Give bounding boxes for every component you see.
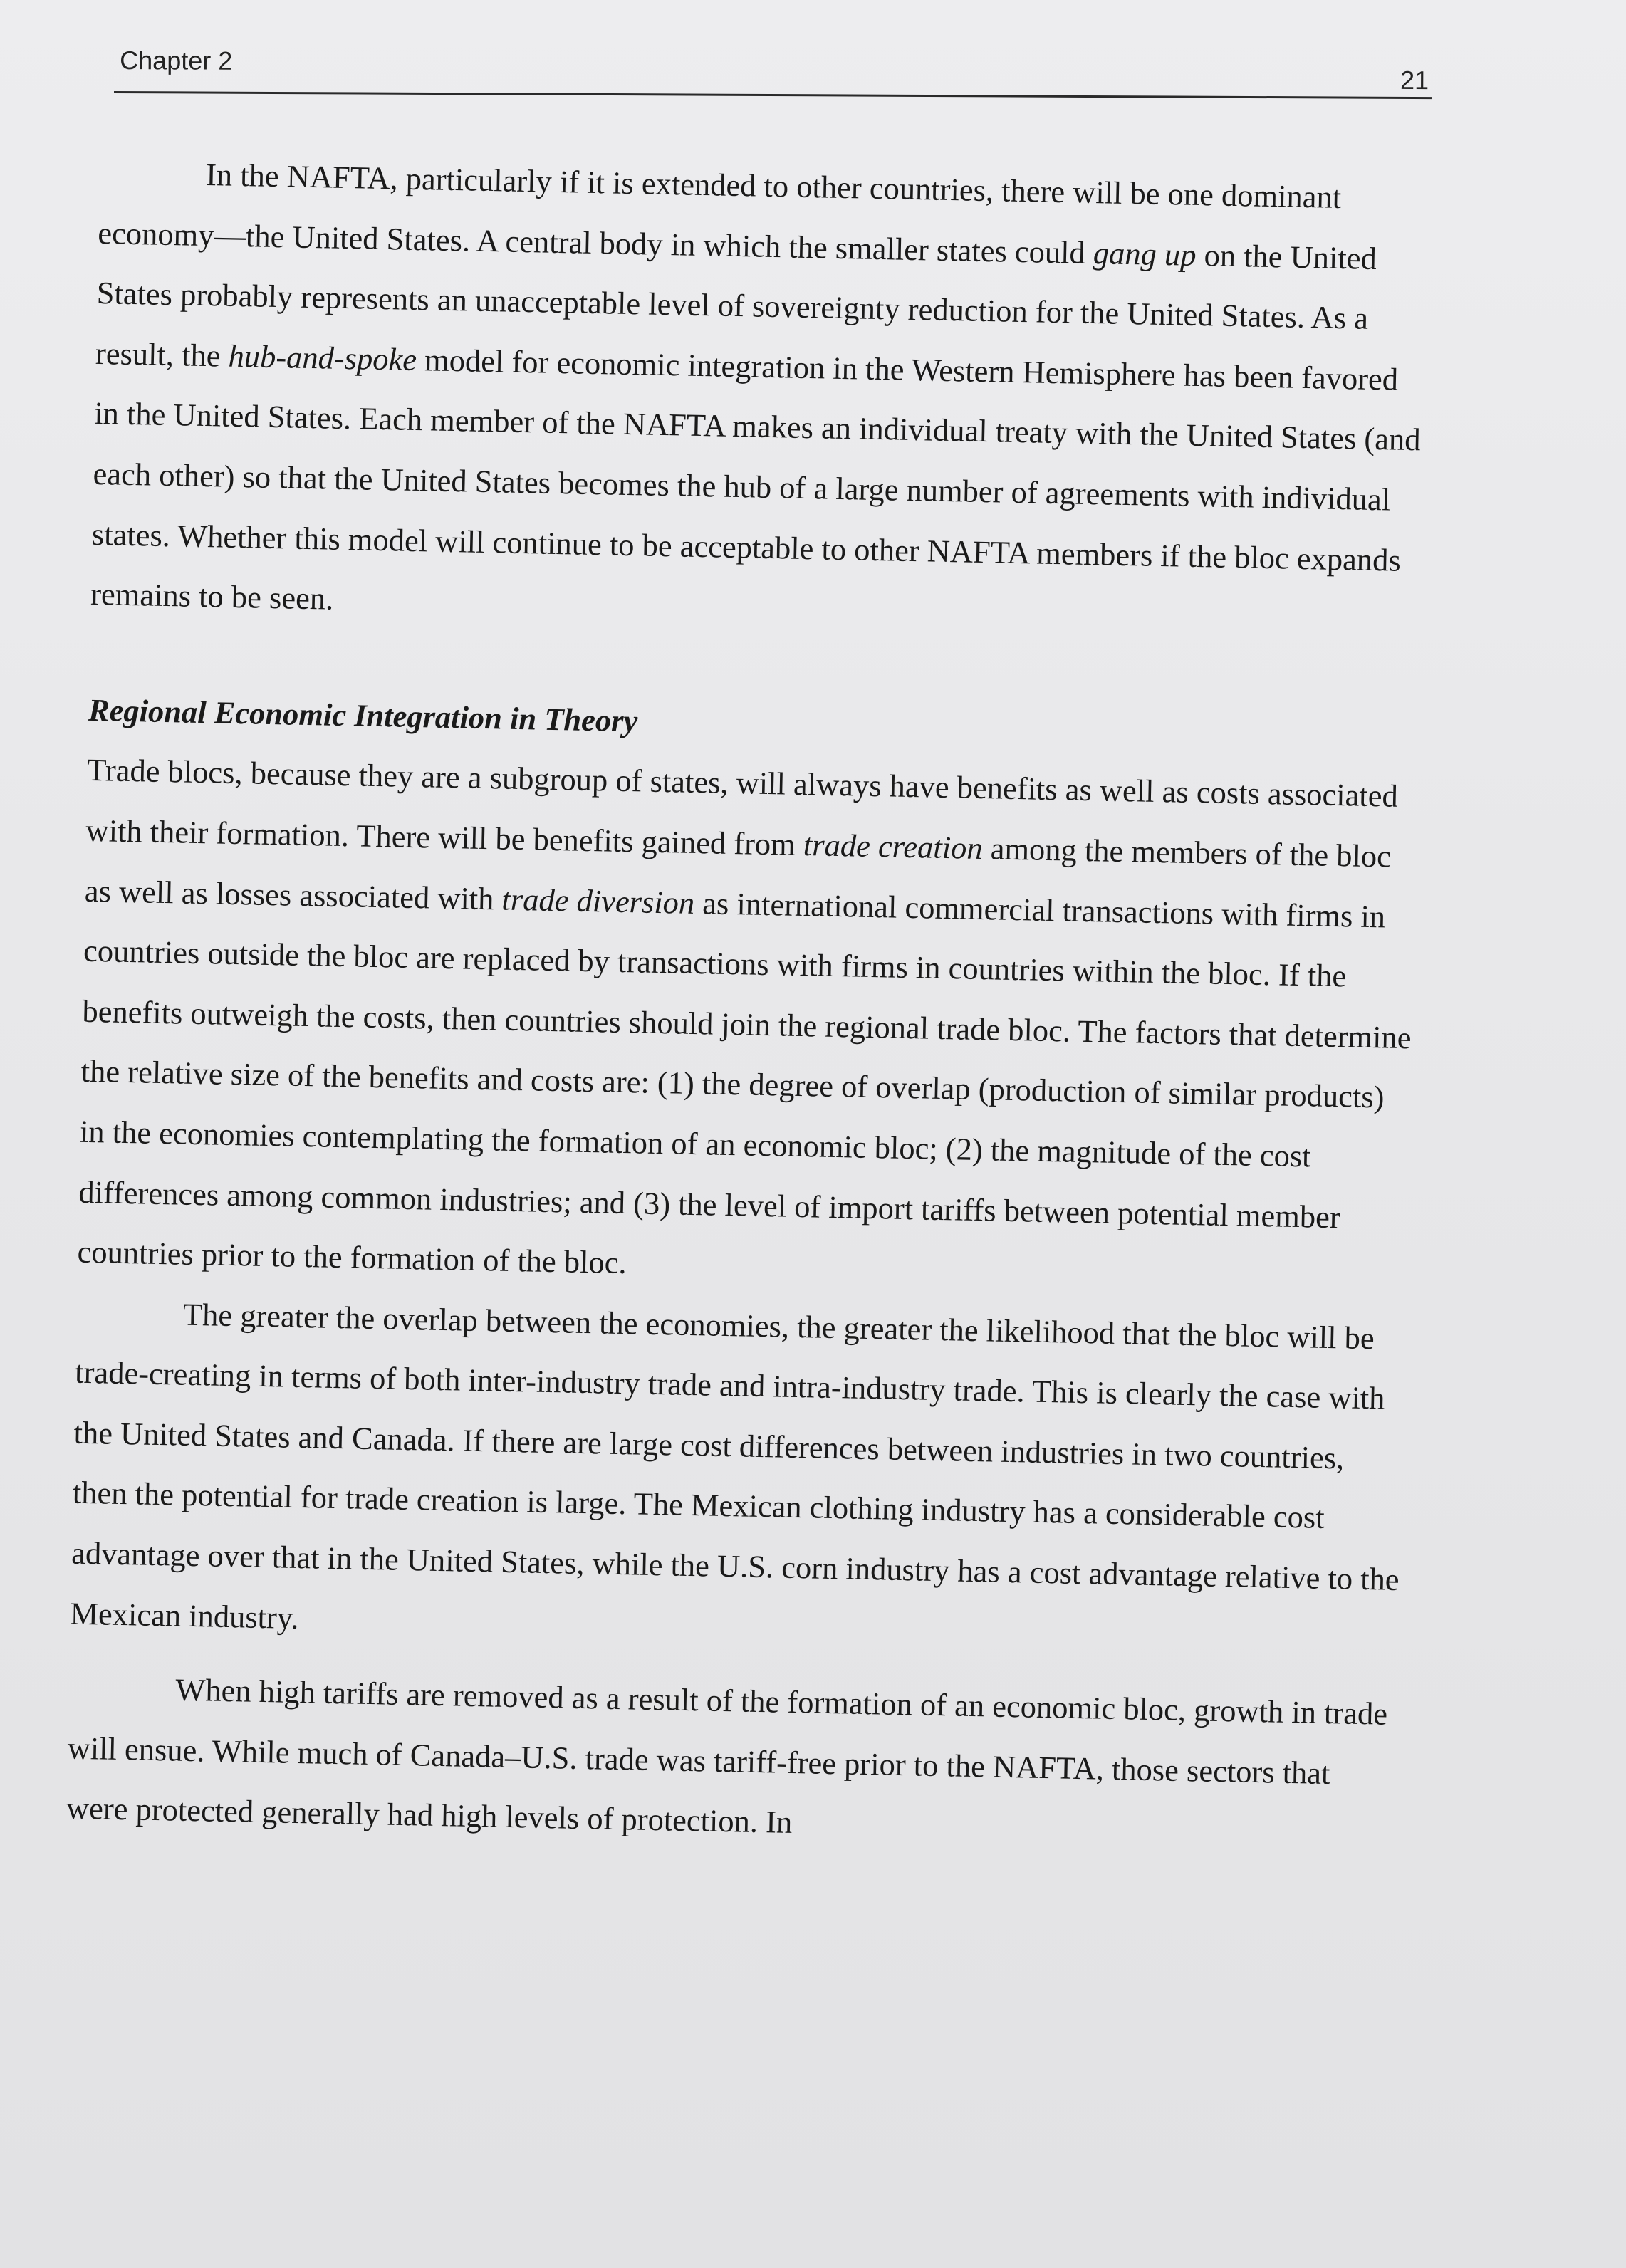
paragraph-text: on the United States probably represents an unacceptable level of sovereignty reduction for the United States. As a result, the [95, 236, 1377, 374]
paragraph-text: model for economic integration in the Western Hemisphere has been favored in the United States. Each member of the NAFTA makes an individual treaty with the United States (and each other) so that the United States becomes the hub of a large number of agreements with individual states. Whether this model will continue to be acceptable to other NAFTA members if the bloc expands remains to be seen. [90, 341, 1422, 617]
italic-term: trade creation [803, 826, 984, 867]
paragraph-nafta-hub-and-spoke [90, 142, 1431, 651]
section-heading: Regional Economic Integration in Theory [88, 691, 638, 739]
paragraph-overlap: The greater the overlap between the economies, the greater the likelihood that the bloc will be trade-creating in terms of both inter-industry trade and intra-industry trade. This is clearly the case with the United States and Canada. If there are large cost differences between industries in two countries, then the potential for trade creation is large. The Mexican clothing industry has a considerable cost advantage over that in the United States, while the U.S. corn industry has a cost advantage relative to the Mexican industry. [70, 1296, 1400, 1636]
paragraph-tariffs: When high tariffs are removed as a result of the formation of an economic bloc, growth in trade will ensue. While much of Canada–U.S. trade was tariff-free prior to the NAFTA, those sectors that were protected generally had high levels of protection. In [66, 1671, 1388, 1841]
italic-term: gang up [1093, 234, 1197, 273]
italic-term: trade diversion [501, 881, 695, 921]
paragraph-text: among the members of the bloc as well as losses associated with [84, 830, 1392, 917]
chapter-label: Chapter 2 [120, 46, 233, 75]
page-number: 21 [1400, 65, 1429, 95]
running-header [114, 41, 1432, 99]
paragraph-text: Trade blocs, because they are a subgroup of states, will always have benefits as well as costs associated with their formation. There will be benefits gained from [85, 752, 1399, 862]
italic-term: hub-and-spoke [228, 338, 417, 377]
paragraph-trade-blocs [77, 740, 1419, 1309]
body-text [66, 142, 1431, 1865]
paragraph-text: In the NAFTA, particularly if it is extended to other countries, there will be one dominant economy—the United States. A central body in which the smaller states could [97, 157, 1342, 271]
paragraph-text: as international commercial transactions with firms in countries outside the bloc are replaced by transactions with firms in countries within the bloc. If the benefits outweigh the costs, then countries should join the regional trade bloc. The factors that determine the relative size of the benefits and costs are: (1) the degree of overlap (production of similar products) in the economies contemplating the formation of an economic bloc; (2) the magnitude of the cost differences among common industries; and (3) the level of import tariffs between potential member countries prior to the formation of the bloc. [77, 884, 1412, 1281]
